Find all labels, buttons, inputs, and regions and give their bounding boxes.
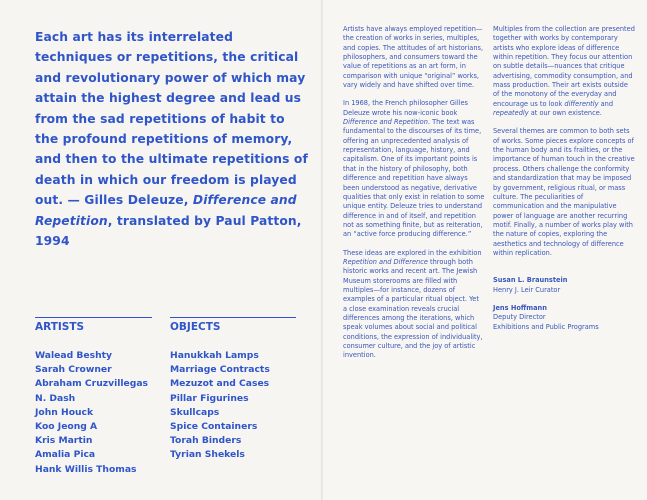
artists-rule [35,317,152,318]
essay-text: . The text was fundamental to the discourses of its time, offering an unprecedented analysis of representation, language, history, and capitalism. One of its important points is that in the history of philosophy, both difference and repetition have always been understood as negative, derivative qualities that only exist in relation to some unique entity. Deleuze tries to understand difference in and of itself, and repetition not as something finite, but as reiteration, an “active force producing difference.” [343,118,485,239]
objects-heading: OBJECTS [170,321,221,333]
objects-list [170,349,270,463]
essay-paragraph [343,99,485,239]
objects-rule [170,317,296,318]
essay-text: Multiples from the collection are presented together with works by contemporary artists who explore ideas of difference within repetition. They focus our attention on subtle details—nuances that critique advertising, commodity consumption, and mass production. Their art exists outside of the monotony of the everyday and encourage us to look [493,25,635,108]
essay-exhibition-title: Repetition and Difference [343,257,428,266]
signatory-name: Jens Hoffmann [493,303,547,312]
artist-item: Koo Jeong A [35,421,98,433]
object-item: Tyrian Shekels [170,449,245,461]
signature-block [493,276,635,332]
essay-column-2 [493,25,635,332]
essay-emphasis: differently [564,99,599,108]
signatory-title: Deputy Director [493,313,546,322]
essay-paragraph: Artists have always employed repetition—the creation of works in series, multiples, and copies. The attitudes of art historians, philosophers, and consumers toward the value of repetitions as an art form, in comparison with unique “original” works, vary widely and have shifted over time. [343,25,484,90]
signature-spacer [493,295,635,304]
object-item: Mezuzot and Cases [170,378,270,390]
artist-item: Hank Willis Thomas [35,463,137,475]
essay-text: These ideas are explored in the exhibition [343,248,482,257]
signatory-title: Henry J. Leir Curator [493,285,561,294]
essay-text: In 1968, the French philosopher Gilles Deleuze wrote his now-iconic book [343,99,468,117]
artist-item: Walead Beshty [35,350,112,361]
signatory-title: Exhibitions and Public Programs [493,322,599,331]
artists-heading: ARTISTS [35,321,85,333]
essay-paragraph: Several themes are common to both sets of works. Some pieces explore concepts of the human body and its frailties, or the importance of human touch in the creative process. Others challenge the conformity and standardization that may be imposed by government, religious ritual, or mass culture. The peculiarities of communication and the manipulative power of language are another recurring motif. Finally, a number of works play with the nature of copies, exploring the aesthetics and technology of difference within replication. [493,127,635,257]
object-item: Skullcaps [170,406,220,418]
left-page [0,0,322,500]
essay-emphasis: repeatedly [493,109,529,118]
right-page [323,0,647,500]
object-item: Hanukkah Lamps [170,350,259,361]
essay-column-1 [343,25,485,370]
artist-item: N. Dash [35,392,76,404]
object-item: Torah Binders [170,435,242,447]
quote-text: Each art has its interrelated techniques or repetitions, the critical and revolutionary power of which may attain the highest degree and lead us from the sad repetitions of habit to the profound repetitions of memory, and then to the ultimate repetitions of death in which our freedom is played out. — Gilles Deleuze, [35,30,308,208]
quote-book-title: Difference and Repetition [35,193,297,228]
artist-item: Kris Martin [35,435,93,447]
essay-paragraph [343,249,485,361]
essay-text: and [598,99,614,108]
essay-text: at our own existence. [528,109,602,118]
artists-list [35,349,148,477]
artist-item: John Houck [35,406,94,418]
epigraph-quote [35,27,310,251]
quote-citation: , translated by Paul Patton, 1994 [35,213,302,249]
essay-paragraph [493,25,635,118]
essay-text: through both historic works and recent art. The Jewish Museum storerooms are filled with multiples—for instance, dozens of examples of a particular ritual object. Yet a close examination reveals crucial differences among the iterations, which speak volumes about social and political conditions, the expression of individuality, consumer culture, and the joy of artistic invention. [343,257,483,360]
object-item: Pillar Figurines [170,392,249,404]
artist-item: Sarah Crowner [35,364,112,376]
essay-book-title: Difference and Repetition [343,118,428,127]
object-item: Spice Containers [170,421,258,433]
artist-item: Abraham Cruzvillegas [35,378,149,390]
signatory-name: Susan L. Braunstein [493,276,568,285]
object-item: Marriage Contracts [170,364,270,376]
artist-item: Amalia Pica [35,449,96,461]
